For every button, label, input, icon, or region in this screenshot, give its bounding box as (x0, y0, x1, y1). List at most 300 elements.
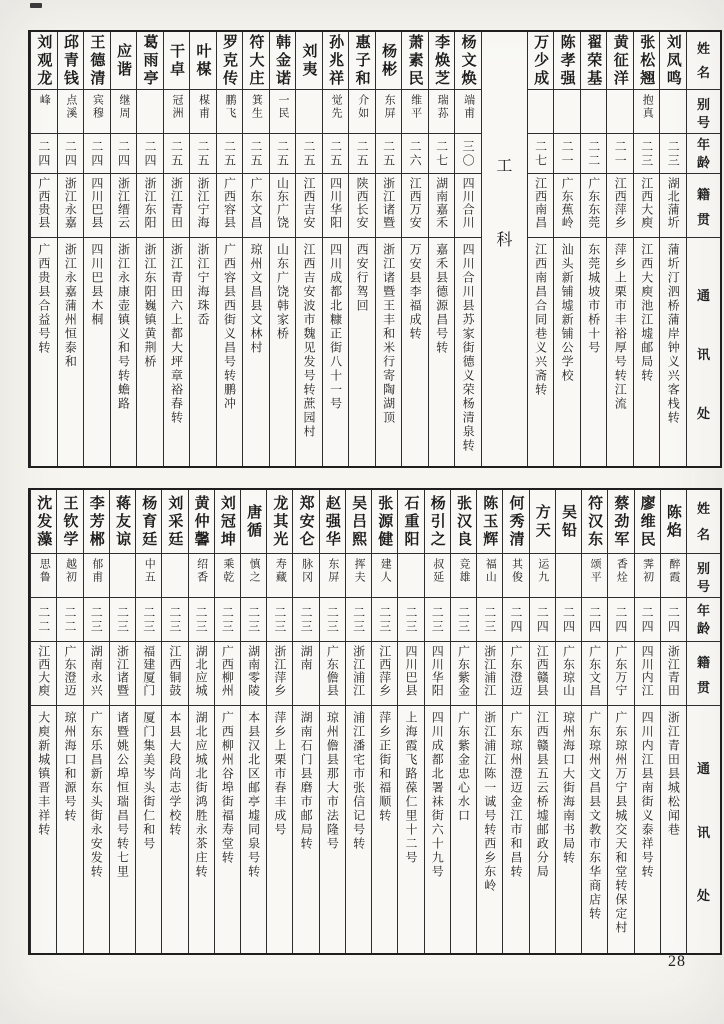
student-age-cell (84, 134, 110, 174)
student-name-cell (398, 490, 423, 554)
student-alias-cell (429, 90, 455, 134)
student-name-cell (217, 32, 243, 90)
student-native: 浙江缙云 (116, 177, 131, 229)
student-contact: 大庾新城镇晋丰祥转 (36, 711, 51, 837)
student-column (633, 32, 660, 466)
student-contact: 蒲圻汀泗桥蒲岸钟义兴客栈转 (666, 243, 681, 425)
student-alias-cell (451, 554, 476, 598)
student-age-cell (31, 598, 56, 642)
student-contact-cell (136, 706, 161, 953)
header-name-label (687, 32, 720, 90)
student-native-cell (402, 174, 428, 238)
student-alias-cell (243, 90, 269, 134)
student-name-cell (451, 490, 476, 554)
page-number: 28 (668, 953, 686, 970)
student-contact-cell (608, 706, 633, 953)
student-contact-cell (402, 238, 428, 466)
student-contact-cell (398, 706, 423, 953)
student-contact: 湖南石门县磨市邮局转 (299, 711, 314, 851)
student-alias-cell (455, 90, 481, 134)
student-column (476, 490, 502, 953)
student-native: 浙江诸暨 (381, 177, 396, 229)
student-alias-cell (84, 554, 109, 598)
student-name-cell (503, 490, 528, 554)
student-name: 蒋友谅 (113, 494, 131, 549)
student-native-cell (425, 642, 450, 706)
student-age: 二三 (272, 605, 287, 634)
header-char: 讯 (696, 347, 710, 362)
student-column (189, 32, 216, 466)
student-contact: 东莞城坡市桥十号 (586, 243, 601, 355)
student-alias-cell (581, 90, 607, 134)
student-name-cell (581, 32, 607, 90)
header-char: 籍 (696, 655, 710, 671)
student-native: 江西萍乡 (377, 645, 392, 697)
student-native: 浙江永嘉 (63, 177, 78, 229)
student-age: 二六 (408, 139, 423, 168)
student-contact-cell (660, 238, 686, 466)
student-column (527, 32, 554, 466)
student-contact-cell (111, 238, 137, 466)
student-alias: 点溪 (64, 94, 77, 120)
student-name: 杨彬 (380, 42, 398, 79)
header-char: 龄 (696, 621, 710, 637)
student-contact: 广西柳州谷埠街福寿堂转 (220, 711, 235, 865)
student-alias: 一民 (277, 94, 290, 120)
student-contact-cell (429, 238, 455, 466)
student-name: 何秀清 (507, 494, 525, 549)
student-contact: 广西贵县合益号转 (36, 243, 51, 355)
student-age-cell (164, 134, 190, 174)
student-age-cell (429, 134, 455, 174)
student-column (83, 32, 110, 466)
student-name: 蔡劲军 (612, 494, 630, 549)
student-native: 四川巴县 (89, 177, 104, 229)
header-char: 籍 (696, 187, 710, 203)
student-column (242, 32, 269, 466)
student-contact-cell (634, 238, 660, 466)
student-contact-cell (58, 238, 84, 466)
section-char: 工 (496, 158, 513, 175)
student-alias-cell (320, 554, 345, 598)
student-age-cell (243, 134, 269, 174)
student-alias: 颂平 (589, 558, 602, 584)
student-name: 龙其光 (271, 494, 289, 549)
student-native-cell (528, 174, 554, 238)
student-alias: 箕生 (250, 94, 263, 120)
student-age-cell (267, 598, 292, 642)
student-contact: 浦江潘宅市张信记号转 (351, 711, 366, 851)
student-native-cell (296, 174, 322, 238)
student-alias-cell (376, 90, 402, 134)
student-contact: 琼州海口和源号转 (62, 711, 77, 823)
student-contact-cell (320, 706, 345, 953)
student-contact: 四川成都北署袜街六十九号 (430, 711, 445, 879)
header-char: 处 (696, 406, 710, 421)
student-age: 二二 (36, 605, 51, 634)
student-native: 江西南昌 (533, 177, 548, 229)
student-name: 赵强华 (323, 494, 341, 549)
student-contact-cell (528, 238, 554, 466)
student-age: 二四 (587, 605, 602, 634)
student-contact: 四川成都北糠正街八十一号 (328, 243, 343, 411)
student-name: 孙兆祥 (327, 33, 345, 88)
student-age-cell (530, 598, 555, 642)
student-native: 广东紫金 (456, 645, 471, 697)
student-alias: 寿藏 (274, 558, 287, 584)
student-alias: 脉冈 (300, 558, 313, 584)
student-contact-cell (162, 706, 187, 953)
student-native-cell (58, 174, 84, 238)
student-native: 四川华阳 (430, 645, 445, 697)
student-alias-cell (503, 554, 528, 598)
student-contact: 江西大庾池江墟邮局转 (639, 243, 654, 383)
student-native: 广西柳州 (220, 645, 235, 697)
student-age: 二三 (325, 605, 340, 634)
student-age-cell (320, 598, 345, 642)
student-alias: 香烇 (615, 558, 628, 584)
student-name: 李焕芝 (433, 33, 451, 88)
student-name-cell (530, 490, 555, 554)
student-name: 方天 (533, 503, 551, 540)
student-age: 二三 (456, 605, 471, 634)
student-age-cell (376, 134, 402, 174)
student-contact-cell (323, 238, 349, 466)
header-char: 讯 (696, 824, 710, 840)
student-contact-cell (110, 706, 135, 953)
student-column (322, 32, 349, 466)
student-column (606, 32, 633, 466)
student-contact: 琼州文昌县文林村 (249, 243, 264, 355)
student-column (136, 32, 163, 466)
student-age-cell (323, 134, 349, 174)
student-name-cell (111, 32, 137, 90)
student-age: 二四 (561, 605, 576, 634)
student-alias-cell (607, 90, 633, 134)
header-age-label (687, 134, 720, 174)
student-alias: 思鲁 (38, 558, 51, 584)
student-contact-cell (189, 706, 214, 953)
student-age-cell (372, 598, 397, 642)
student-native: 四川华阳 (328, 177, 343, 229)
student-column (529, 490, 555, 953)
student-name-cell (320, 490, 345, 554)
student-native: 浙江浦江 (351, 645, 366, 697)
student-alias: 中五 (143, 558, 156, 584)
student-native: 江西赣县 (535, 645, 550, 697)
student-contact: 琼州海口大街海南书局转 (561, 711, 576, 865)
student-alias: 觉先 (330, 94, 343, 120)
student-contact-cell (137, 238, 163, 466)
student-alias: 绍香 (195, 558, 208, 584)
student-contact-cell (217, 238, 243, 466)
student-age-cell (31, 134, 57, 174)
student-native: 湖北蒲圻 (666, 177, 681, 229)
student-age-cell (111, 134, 137, 174)
student-age-cell (57, 598, 82, 642)
student-alias-cell (635, 554, 660, 598)
student-alias-cell (425, 554, 450, 598)
student-native: 四川合川 (461, 177, 476, 229)
student-column (57, 32, 84, 466)
student-age-cell (190, 134, 216, 174)
student-native: 浙江宁海 (195, 177, 210, 229)
student-contact: 琼州儋县那大市法隆号 (325, 711, 340, 851)
student-age: 二四 (142, 139, 157, 168)
student-name-cell (323, 32, 349, 90)
student-contact: 浙江浦江陈一诚号转西乡东岭 (482, 711, 497, 893)
student-age: 二五 (328, 139, 343, 168)
header-contact-label (687, 706, 720, 953)
student-contact: 本县大段尚志学校转 (167, 711, 182, 837)
student-alias: 鹏飞 (224, 94, 236, 120)
student-alias: 维平 (409, 94, 422, 120)
student-column (428, 32, 455, 466)
header-alias-label (687, 90, 720, 134)
student-native-cell (582, 642, 607, 706)
student-native-cell (346, 642, 371, 706)
student-native: 江西萍乡 (613, 177, 628, 229)
section-char: 科 (496, 232, 513, 249)
student-native-cell (660, 174, 686, 238)
student-native: 湖南 (299, 645, 314, 671)
student-name: 万少成 (532, 33, 550, 88)
student-alias-cell (346, 554, 371, 598)
student-contact: 江西赣县五云桥墟邮政分局 (535, 711, 550, 879)
student-native: 山东广饶 (275, 177, 290, 229)
student-age-cell (608, 598, 633, 642)
student-age: 二五 (302, 139, 317, 168)
student-column (135, 490, 161, 953)
student-name: 石重阳 (402, 494, 420, 549)
student-name: 张汉良 (455, 494, 472, 549)
student-contact-cell (503, 706, 528, 953)
student-native-cell (376, 174, 402, 238)
student-name-cell (425, 490, 450, 554)
student-name-cell (241, 490, 266, 554)
student-alias-cell (398, 554, 423, 598)
roster-table-bottom (28, 488, 722, 955)
student-alias-cell (323, 90, 349, 134)
student-column (266, 490, 292, 953)
student-contact-cell (376, 238, 402, 466)
student-age-cell (455, 134, 481, 174)
student-contact-cell (31, 706, 56, 953)
student-contact: 四川内江县南街义泰祥号转 (640, 711, 655, 879)
student-column (580, 32, 607, 466)
student-column (56, 490, 82, 953)
student-alias: 挥夫 (353, 558, 366, 584)
student-native-cell (241, 642, 266, 706)
student-column (450, 490, 476, 953)
student-name-cell (608, 490, 633, 554)
header-char: 姓 (696, 501, 710, 517)
student-name-cell (215, 490, 240, 554)
student-age-cell (84, 598, 109, 642)
student-age: 二五 (195, 139, 210, 168)
student-age: 二三 (299, 605, 314, 634)
student-age-cell (634, 134, 660, 174)
student-contact: 广东琼州文昌县文教市东华商店转 (587, 711, 602, 921)
student-alias: 其俊 (510, 558, 523, 584)
student-name: 吴铅 (559, 503, 577, 540)
student-column (30, 490, 56, 953)
student-name-cell (243, 32, 269, 90)
student-alias-cell (293, 554, 318, 598)
student-contact: 厦门集美岑头街仁和号 (141, 711, 156, 851)
student-alias-cell (267, 554, 292, 598)
header-native-label (687, 174, 720, 238)
student-name-cell (84, 32, 110, 90)
student-column (607, 490, 633, 953)
student-age-cell (162, 598, 187, 642)
student-contact-cell (451, 706, 476, 953)
student-name: 杨引之 (428, 494, 446, 549)
student-contact: 萍乡正街和福顺转 (377, 711, 392, 823)
student-name-cell (660, 32, 686, 90)
student-contact: 汕头新铺墟新铺公学校 (560, 243, 575, 383)
student-native-cell (398, 642, 423, 706)
student-column (397, 490, 423, 953)
student-native-cell (137, 174, 163, 238)
student-name-cell (267, 490, 292, 554)
student-native-cell (349, 174, 375, 238)
student-alias-cell (57, 554, 82, 598)
student-age: 二四 (535, 605, 550, 634)
student-native-cell (136, 642, 161, 706)
student-native-cell (503, 642, 528, 706)
student-name: 翟荣基 (585, 33, 603, 88)
student-contact: 萍乡上栗市春丰成号 (272, 711, 287, 837)
student-age-cell (661, 598, 686, 642)
student-name: 陈焰 (664, 503, 682, 540)
student-age: 二一 (560, 139, 575, 168)
student-contact-cell (455, 238, 481, 466)
student-name-cell (164, 32, 190, 90)
student-contact: 浙江永康壶镇义和号转蟾路 (116, 243, 131, 411)
student-name: 陈玉辉 (481, 494, 499, 549)
header-char: 通 (696, 760, 710, 776)
student-contact: 广西容县西街义昌号转鹏冲 (222, 243, 237, 411)
student-alias-cell (556, 554, 581, 598)
header-alias-label (687, 554, 720, 598)
student-name-cell (110, 490, 135, 554)
student-alias-cell (217, 90, 243, 134)
student-contact-cell (372, 706, 397, 953)
student-native: 陕西长安 (355, 177, 370, 229)
student-age: 二七 (434, 139, 449, 168)
student-alias: 竞雄 (458, 558, 470, 584)
student-alias: 慎之 (248, 558, 261, 584)
header-char: 贯 (696, 679, 710, 695)
student-name-cell (31, 32, 57, 90)
student-column (660, 490, 686, 953)
student-native-cell (372, 642, 397, 706)
student-name-cell (137, 32, 163, 90)
student-contact-cell (190, 238, 216, 466)
student-alias: 乘乾 (221, 558, 234, 584)
student-alias-cell (31, 90, 57, 134)
student-native-cell (581, 174, 607, 238)
student-native-cell (190, 174, 216, 238)
student-native-cell (162, 642, 187, 706)
student-column (319, 490, 345, 953)
student-name: 惠子和 (353, 33, 371, 88)
student-name: 李芳郴 (87, 494, 105, 549)
student-age: 二四 (666, 605, 681, 634)
student-age: 二五 (355, 139, 370, 168)
student-name: 刘采廷 (166, 494, 184, 549)
student-age: 二四 (63, 139, 78, 168)
student-age-cell (215, 598, 240, 642)
student-name-cell (293, 490, 318, 554)
student-age-cell (477, 598, 502, 642)
student-name: 黄征洋 (611, 33, 629, 88)
header-char: 处 (696, 888, 710, 904)
student-column (581, 490, 607, 953)
student-age-cell (554, 134, 580, 174)
student-age: 二二 (586, 139, 601, 168)
student-alias-cell (349, 90, 375, 134)
section-column (481, 32, 527, 466)
student-age: 二四 (640, 605, 655, 634)
student-name: 邱青钱 (61, 33, 79, 88)
student-column (188, 490, 214, 953)
student-name-cell (296, 32, 322, 90)
student-contact-cell (346, 706, 371, 953)
student-contact-cell (164, 238, 190, 466)
student-age: 二三 (220, 605, 235, 634)
student-contact: 西安行驾回 (355, 243, 370, 313)
student-native-cell (84, 174, 110, 238)
student-age-cell (217, 134, 243, 174)
student-alias: 继周 (117, 94, 130, 120)
student-column (214, 490, 240, 953)
student-native: 浙江青田 (169, 177, 184, 229)
student-name-cell (346, 490, 371, 554)
student-column (502, 490, 528, 953)
student-native: 江西铜鼓 (167, 645, 182, 697)
student-name-cell (189, 490, 214, 554)
student-native-cell (31, 174, 57, 238)
student-age: 二四 (36, 139, 51, 168)
student-name-cell (556, 490, 581, 554)
header-char: 姓 (696, 41, 710, 57)
student-alias-cell (136, 554, 161, 598)
student-name-cell (477, 490, 502, 554)
student-age-cell (349, 134, 375, 174)
student-name-cell (635, 490, 660, 554)
student-alias-cell (110, 554, 135, 598)
student-native-cell (164, 174, 190, 238)
student-native-cell (323, 174, 349, 238)
student-native-cell (661, 642, 686, 706)
student-native-cell (556, 642, 581, 706)
student-name-cell (528, 32, 554, 90)
student-column (240, 490, 266, 953)
student-contact: 上海霞飞路葆仁里十二号 (404, 711, 419, 865)
student-native-cell (455, 174, 481, 238)
student-native-cell (530, 642, 555, 706)
student-name: 杨文焕 (459, 33, 477, 88)
student-alias: 楳甫 (197, 94, 210, 120)
student-column (83, 490, 109, 953)
student-alias-cell (582, 554, 607, 598)
student-contact: 嘉禾县德源昌号转 (434, 243, 449, 355)
student-name: 张松翘 (638, 33, 656, 88)
student-alias: 醉霞 (667, 558, 680, 584)
student-age-cell (58, 134, 84, 174)
